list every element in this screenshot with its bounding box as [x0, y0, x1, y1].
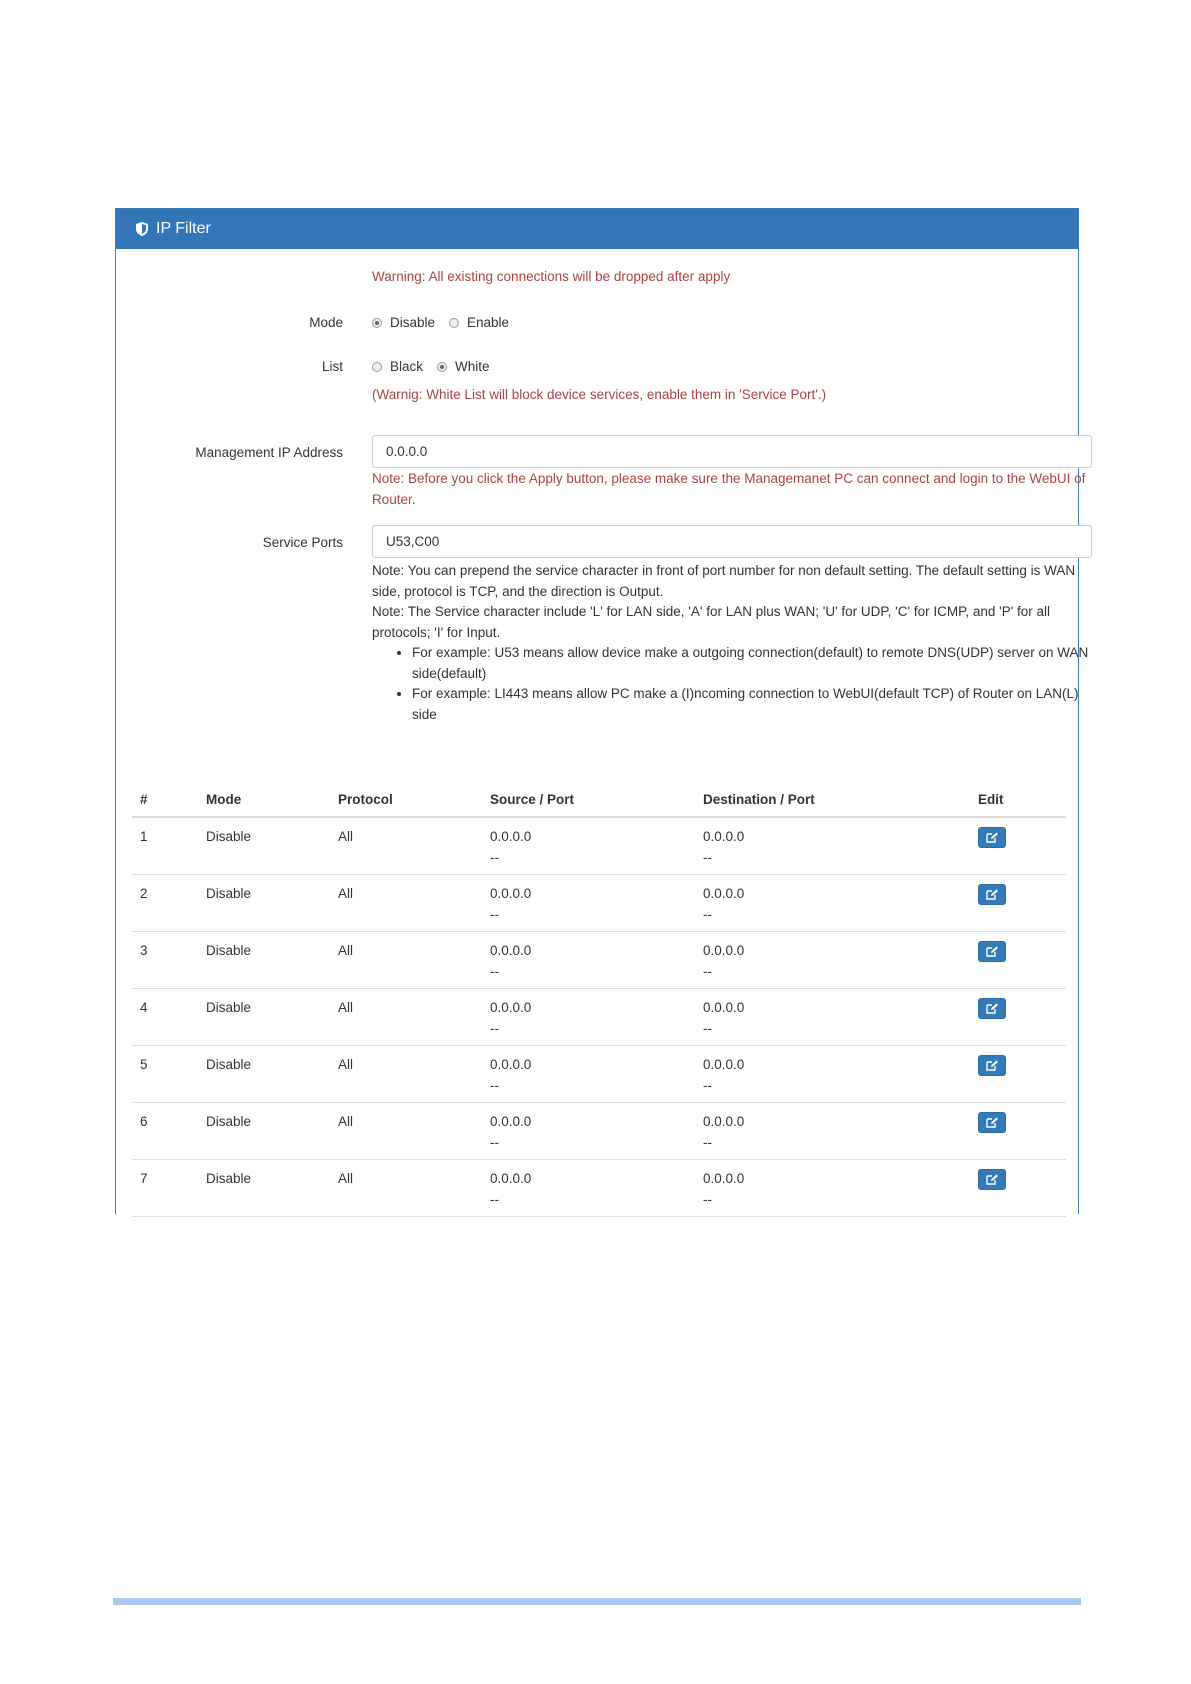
cell-number: 7	[132, 1160, 198, 1217]
table-row	[132, 932, 1066, 989]
mode-option-disable[interactable]: Disable	[372, 315, 435, 330]
cell-number: 5	[132, 1046, 198, 1103]
panel-title: IP Filter	[156, 220, 211, 237]
cell-destination	[695, 989, 970, 1046]
col-header-number: #	[132, 782, 198, 817]
col-header-edit: Edit	[970, 782, 1066, 817]
example-item: • For example: U53 means allow device make a outgoing connection(default) to remote DNS(UDP) server on WAN side(default)	[412, 643, 1092, 684]
cell-destination	[695, 1160, 970, 1217]
cell-number: 4	[132, 989, 198, 1046]
list-black-radio[interactable]	[372, 362, 382, 372]
cell-mode: Disable	[198, 1046, 330, 1103]
table-row	[132, 1103, 1066, 1160]
service-ports-input[interactable]: U53,C00	[372, 525, 1092, 558]
destination-ip: 0.0.0.0	[703, 1114, 745, 1129]
edit-icon	[986, 1174, 999, 1185]
cell-protocol: All	[330, 1046, 482, 1103]
edit-icon	[986, 1003, 999, 1014]
table-row	[132, 1046, 1066, 1103]
cell-destination	[695, 932, 970, 989]
service-ports-examples	[372, 643, 1092, 725]
cell-source	[482, 1160, 695, 1217]
cell-protocol: All	[330, 817, 482, 875]
cell-mode: Disable	[198, 932, 330, 989]
source-ip: 0.0.0.0	[490, 829, 532, 844]
source-port: --	[490, 964, 499, 979]
destination-ip: 0.0.0.0	[703, 886, 745, 901]
cell-edit	[970, 817, 1066, 875]
mode-label: Mode	[309, 315, 343, 330]
edit-button[interactable]	[978, 827, 1006, 848]
source-ip: 0.0.0.0	[490, 1057, 532, 1072]
edit-button[interactable]	[978, 884, 1006, 905]
list-white-radio[interactable]	[437, 362, 447, 372]
cell-mode: Disable	[198, 817, 330, 875]
list-option-white[interactable]: White	[437, 359, 490, 374]
cell-edit	[970, 1046, 1066, 1103]
cell-mode: Disable	[198, 875, 330, 932]
cell-edit	[970, 1160, 1066, 1217]
source-ip: 0.0.0.0	[490, 886, 532, 901]
mgmt-ip-label: Management IP Address	[195, 445, 343, 460]
source-port: --	[490, 1192, 499, 1207]
cell-number: 6	[132, 1103, 198, 1160]
mgmt-ip-input[interactable]: 0.0.0.0	[372, 435, 1092, 468]
cell-number: 2	[132, 875, 198, 932]
cell-protocol: All	[330, 1103, 482, 1160]
mode-disable-radio[interactable]	[372, 318, 382, 328]
source-port: --	[490, 850, 499, 865]
cell-destination	[695, 1046, 970, 1103]
service-ports-notes	[372, 561, 1092, 725]
destination-port: --	[703, 1135, 712, 1150]
page-footer-bar	[113, 1598, 1081, 1605]
ip-filter-table	[132, 782, 1066, 1217]
cell-source	[482, 1103, 695, 1160]
list-label: List	[321, 359, 343, 374]
example-item: • For example: LI443 means allow PC make a (I)ncoming connection to WebUI(default TCP) of Router on LAN(L) side	[412, 684, 1092, 725]
destination-port: --	[703, 1192, 712, 1207]
source-ip: 0.0.0.0	[490, 1171, 532, 1186]
edit-icon	[986, 946, 999, 957]
list-warning: (Warnig: White List will block device services, enable them in 'Service Port'.)	[372, 387, 827, 402]
list-radio-group	[372, 359, 504, 374]
service-ports-label: Service Ports	[262, 535, 343, 550]
source-ip: 0.0.0.0	[490, 1000, 532, 1015]
service-ports-note-1: Note: You can prepend the service character in front of port number for non default setting. The default setting is WAN side, protocol is TCP, and the direction is Output.	[372, 563, 1076, 599]
cell-edit	[970, 989, 1066, 1046]
source-port: --	[490, 907, 499, 922]
edit-icon	[986, 1060, 999, 1071]
ip-filter-panel	[115, 208, 1089, 1214]
cell-edit	[970, 1103, 1066, 1160]
mgmt-ip-note: Note: Before you click the Apply button, please make sure the Managemanet PC can connect and login to the WebUI of Router.	[372, 471, 1086, 507]
col-header-destination: Destination / Port	[695, 782, 970, 817]
list-option-black[interactable]: Black	[372, 359, 423, 374]
cell-number: 3	[132, 932, 198, 989]
destination-port: --	[703, 964, 712, 979]
destination-ip: 0.0.0.0	[703, 1171, 745, 1186]
cell-edit	[970, 875, 1066, 932]
edit-button[interactable]	[978, 998, 1006, 1019]
cell-number: 1	[132, 817, 198, 875]
edit-icon	[986, 1117, 999, 1128]
source-port: --	[490, 1135, 499, 1150]
cell-destination	[695, 817, 970, 875]
destination-ip: 0.0.0.0	[703, 1057, 745, 1072]
cell-destination	[695, 1103, 970, 1160]
cell-protocol: All	[330, 989, 482, 1046]
cell-mode: Disable	[198, 989, 330, 1046]
destination-ip: 0.0.0.0	[703, 1000, 745, 1015]
cell-source	[482, 1046, 695, 1103]
cell-mode: Disable	[198, 1160, 330, 1217]
mode-option-enable[interactable]: Enable	[449, 315, 509, 330]
cell-edit	[970, 932, 1066, 989]
cell-protocol: All	[330, 1160, 482, 1217]
destination-port: --	[703, 1078, 712, 1093]
mode-enable-radio[interactable]	[449, 318, 459, 328]
table-row	[132, 989, 1066, 1046]
mode-radio-group	[372, 315, 523, 330]
destination-port: --	[703, 1021, 712, 1036]
table-row	[132, 817, 1066, 875]
source-ip: 0.0.0.0	[490, 1114, 532, 1129]
table-header-row	[132, 782, 1066, 817]
col-header-source: Source / Port	[482, 782, 695, 817]
table-row	[132, 875, 1066, 932]
col-header-protocol: Protocol	[330, 782, 482, 817]
edit-button[interactable]	[978, 1169, 1006, 1190]
edit-button[interactable]	[978, 1055, 1006, 1076]
apply-warning: Warning: All existing connections will be dropped after apply	[372, 269, 731, 284]
destination-port: --	[703, 850, 712, 865]
source-ip: 0.0.0.0	[490, 943, 532, 958]
edit-button[interactable]	[978, 1112, 1006, 1133]
cell-source	[482, 817, 695, 875]
destination-ip: 0.0.0.0	[703, 829, 745, 844]
col-header-mode: Mode	[198, 782, 330, 817]
source-port: --	[490, 1021, 499, 1036]
edit-button[interactable]	[978, 941, 1006, 962]
edit-icon	[986, 889, 999, 900]
cell-protocol: All	[330, 875, 482, 932]
cell-source	[482, 932, 695, 989]
cell-source	[482, 875, 695, 932]
destination-port: --	[703, 907, 712, 922]
edit-icon	[986, 832, 999, 843]
shield-icon	[136, 222, 148, 236]
cell-protocol: All	[330, 932, 482, 989]
service-ports-note-2: Note: The Service character include 'L' for LAN side, 'A' for LAN plus WAN; 'U' for UDP, 'C' for ICMP, and 'P' for all protocols; 'I' for Input.	[372, 604, 1051, 640]
cell-mode: Disable	[198, 1103, 330, 1160]
cell-destination	[695, 875, 970, 932]
table-row	[132, 1160, 1066, 1217]
panel-header	[116, 209, 1078, 249]
destination-ip: 0.0.0.0	[703, 943, 745, 958]
source-port: --	[490, 1078, 499, 1093]
cell-source	[482, 989, 695, 1046]
